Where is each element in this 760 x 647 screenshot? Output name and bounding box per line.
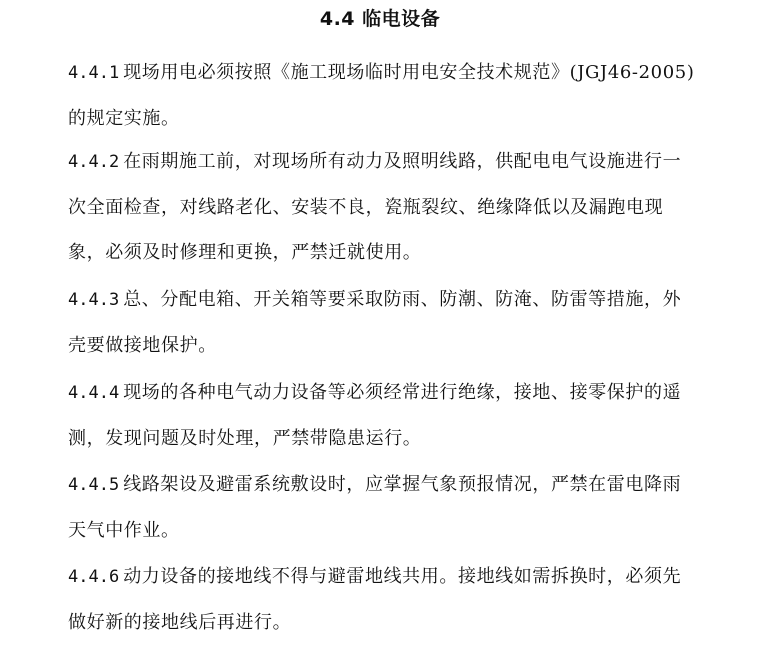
paragraph-text: 总、分配电箱、开关箱等要采取防雨、防潮、防淹、防雷等措施，外 bbox=[123, 289, 682, 310]
paragraph-text: 现场的各种电气动力设备等必须经常进行绝缘，接地、接零保护的遥 bbox=[123, 382, 682, 403]
paragraph-line: 壳要做接地保护。 bbox=[68, 335, 217, 356]
paragraph-number: 4.4.4 bbox=[68, 383, 120, 403]
paragraph-line: 的规定实施。 bbox=[68, 108, 180, 129]
paragraph-4-4-5 bbox=[68, 462, 718, 553]
paragraph-line bbox=[68, 462, 718, 508]
paragraph-4-4-2 bbox=[68, 139, 718, 275]
paragraph-text: 线路架设及避雷系统敷设时，应掌握气象预报情况，严禁在雷电降雨 bbox=[123, 474, 682, 495]
paragraph-number: 4.4.5 bbox=[68, 475, 120, 495]
paragraph-line: 测，发现问题及时处理，严禁带隐患运行。 bbox=[68, 428, 422, 449]
paragraph-number: 4.4.1 bbox=[68, 63, 120, 83]
paragraph-text: 动力设备的接地线不得与避雷地线共用。接地线如需拆换时，必须先 bbox=[123, 566, 682, 587]
paragraph-line bbox=[68, 554, 718, 600]
paragraph-4-4-3 bbox=[68, 277, 718, 368]
paragraph-line bbox=[68, 370, 718, 416]
paragraph-4-4-1 bbox=[68, 50, 718, 141]
paragraph-line bbox=[68, 277, 718, 323]
paragraph-line: 象，必须及时修理和更换，严禁迁就使用。 bbox=[68, 242, 422, 263]
paragraph-line: 天气中作业。 bbox=[68, 520, 180, 541]
paragraph-line: 做好新的接地线后再进行。 bbox=[68, 612, 292, 633]
paragraph-text: 在雨期施工前，对现场所有动力及照明线路，供配电电气设施进行一 bbox=[123, 151, 682, 172]
paragraph-line bbox=[68, 139, 718, 185]
section-title: 4.4 临电设备 bbox=[319, 8, 441, 30]
paragraph-number: 4.4.2 bbox=[68, 152, 120, 172]
paragraph-line bbox=[68, 50, 718, 96]
paragraph-4-4-4 bbox=[68, 370, 718, 461]
paragraph-number: 4.4.3 bbox=[68, 290, 120, 310]
paragraph-line: 次全面检查，对线路老化、安装不良，瓷瓶裂纹、绝缘降低以及漏跑电现 bbox=[68, 197, 664, 218]
paragraph-text: 现场用电必须按照《施工现场临时用电安全技术规范》(JGJ46-2005) bbox=[123, 62, 695, 83]
paragraph-number: 4.4.6 bbox=[68, 567, 120, 587]
paragraph-4-4-6 bbox=[68, 554, 718, 645]
